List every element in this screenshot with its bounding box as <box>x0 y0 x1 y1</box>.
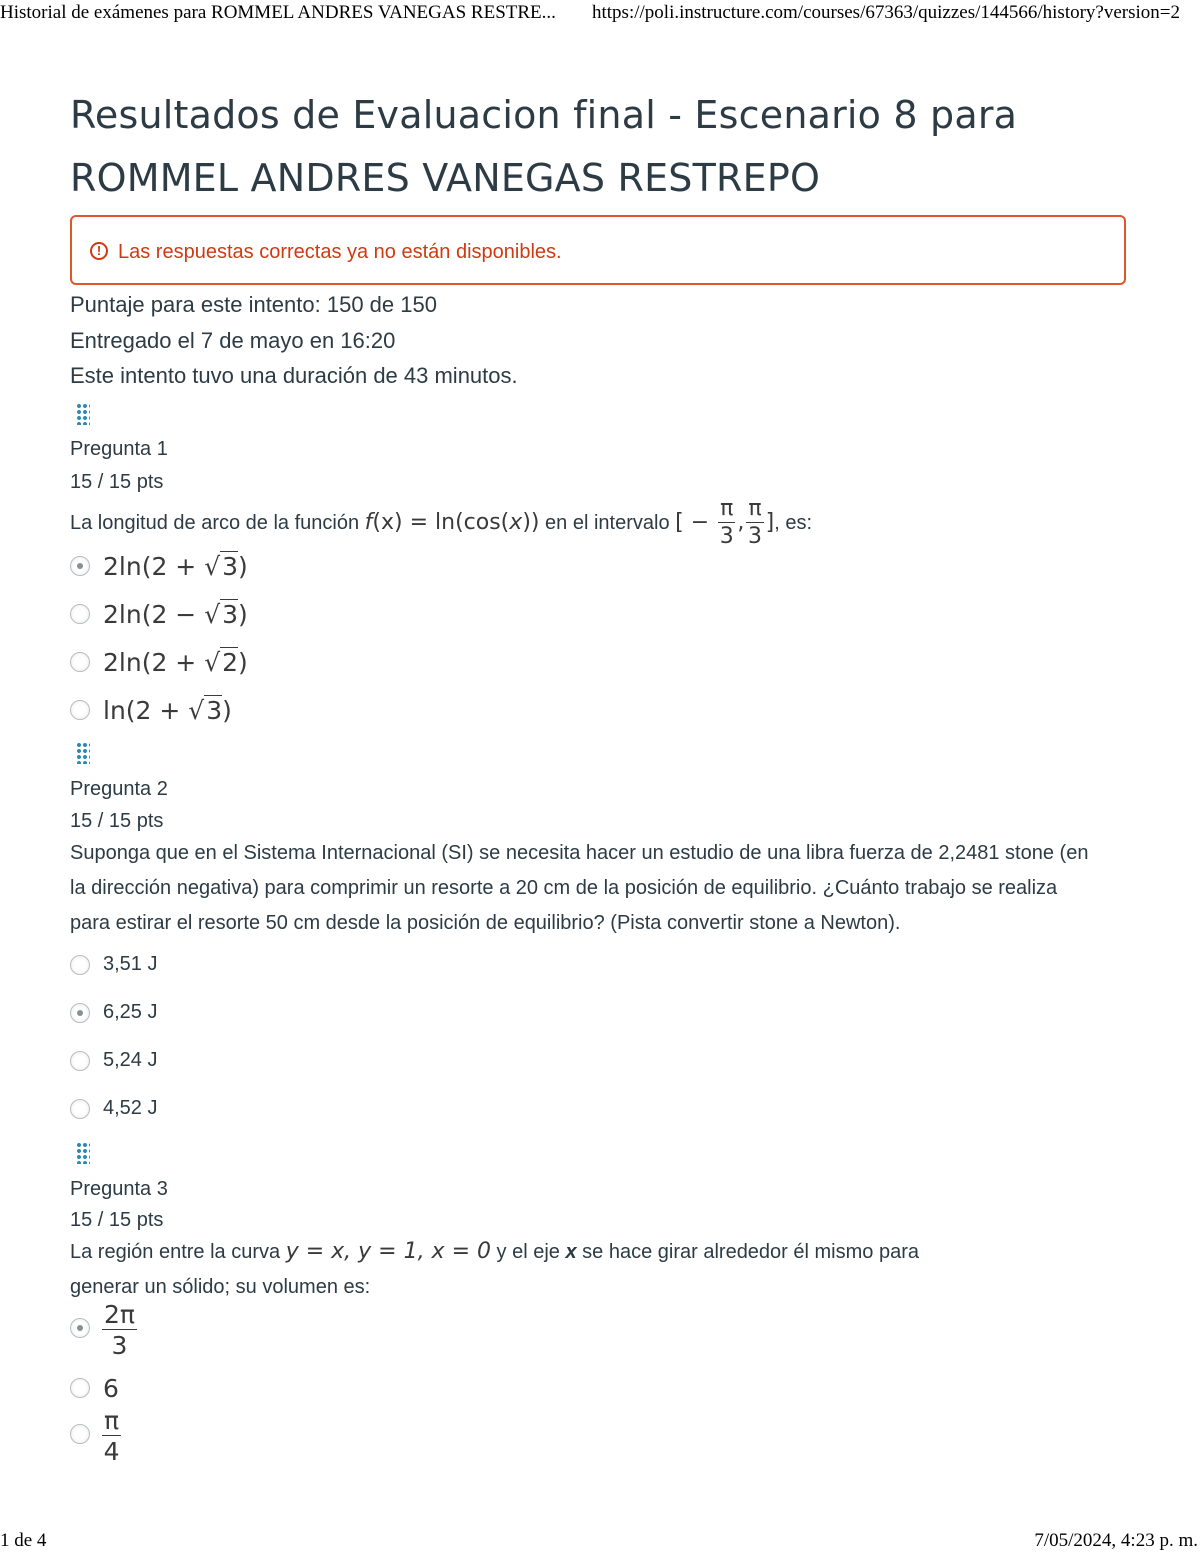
print-doc-title: Historial de exámenes para ROMMEL ANDRES VANEGAS RESTRE... <box>0 2 556 23</box>
radio-button[interactable] <box>70 1378 90 1398</box>
radio-button[interactable] <box>70 1424 90 1444</box>
page-title-line1: Resultados de Evaluacion final - Escenario 8 para <box>70 93 1018 137</box>
attempt-duration: Este intento tuvo una duración de 43 minutos. <box>70 363 518 388</box>
radio-button[interactable] <box>70 700 90 720</box>
curve-equations: y = x, y = 1, x = 0 <box>285 1239 491 1264</box>
option-label: 2ln(2 + √3) <box>103 552 248 581</box>
print-url: https://poli.instructure.com/courses/67363/quizzes/144566/history?version=2 <box>592 2 1181 23</box>
print-header <box>0 0 1200 26</box>
option-label: 3,51 J <box>103 953 158 975</box>
page-title-line2: ROMMEL ANDRES VANEGAS RESTREPO <box>70 156 821 200</box>
radio-button[interactable] <box>70 1318 90 1338</box>
page-number: 1 de 4 <box>0 1530 47 1551</box>
radio-button[interactable] <box>70 1003 90 1023</box>
print-datetime: 7/05/2024, 4:23 p. m. <box>1034 1530 1198 1551</box>
attempt-submitted: Entregado el 7 de mayo en 16:20 <box>70 328 396 353</box>
option-label: 2ln(2 − √3) <box>103 600 248 629</box>
radio-button[interactable] <box>70 604 90 624</box>
fraction-2pi-over-3: $\frac{2\pi}{3}$ <box>104 1300 135 1360</box>
option-label: 5,24 J <box>103 1049 158 1071</box>
interval-expression: [ − $\frac{\pi}{3}$ , $\frac{\pi}{3}$ ] <box>675 496 775 549</box>
page-title <box>70 84 1130 210</box>
page-header <box>70 84 1130 210</box>
question-3-label: Pregunta 3 <box>70 1178 168 1200</box>
question-1-text: La longitud de arco de la función f(x) = ln(cos(x)) en el intervalo [ − $\frac{\pi}{3}$ , $\frac{\pi}{3}$ ], es: <box>70 496 813 549</box>
exclamation-circle-icon: ! <box>90 242 108 260</box>
question-1-label: Pregunta 1 <box>70 438 168 460</box>
option-label: 6 <box>103 1374 119 1403</box>
option-label: ln(2 + √3) <box>103 696 232 725</box>
radio-button[interactable] <box>70 955 90 975</box>
drag-handle-icon[interactable] <box>76 742 90 764</box>
print-footer <box>0 1530 1200 1552</box>
option-label: 4,52 J <box>103 1097 158 1119</box>
question-1-points: 15 / 15 pts <box>70 471 164 493</box>
drag-handle-icon[interactable] <box>76 1142 90 1164</box>
question-2-text: Suponga que en el Sistema Internacional (SI) se necesita hacer un estudio de una libra fuerza de 2,2481 stone (en la dirección negativa) para comprimir un resorte a 20 cm de la posición de equilibrio. ¿Cuánto trabajo se realiza para estirar el resorte 50 cm desde la posición de equilibrio? (Pista convertir stone a Newton). <box>70 842 1089 934</box>
radio-button[interactable] <box>70 1051 90 1071</box>
option-label <box>100 1302 139 1358</box>
question-3-text: La región entre la curva y = x, y = 1, x = 0 y el eje x se hace girar alrededor él mismo para generar un sólido; su volumen es: <box>70 1239 919 1298</box>
radio-button[interactable] <box>70 556 90 576</box>
option-label: 2ln(2 + √2) <box>103 648 248 677</box>
radio-button[interactable] <box>70 652 90 672</box>
axis-variable: x <box>565 1241 577 1263</box>
question-2-label: Pregunta 2 <box>70 778 168 800</box>
option-label: 6,25 J <box>103 1001 158 1023</box>
question-2-points: 15 / 15 pts <box>70 810 164 832</box>
question-3-points: 15 / 15 pts <box>70 1209 164 1231</box>
fraction-pi-over-3: $\frac{\pi}{3}$ <box>719 496 734 549</box>
alert-text: Las respuestas correctas ya no están disponibles. <box>118 241 562 263</box>
function-expression: f(x) = ln(cos(x)) <box>364 510 540 535</box>
fraction-pi-over-3: $\frac{\pi}{3}$ <box>748 496 763 549</box>
drag-handle-icon[interactable] <box>76 403 90 425</box>
answers-unavailable-alert <box>70 215 1126 285</box>
option-label <box>100 1408 123 1464</box>
attempt-score: Puntaje para este intento: 150 de 150 <box>70 292 437 317</box>
radio-button[interactable] <box>70 1099 90 1119</box>
fraction-pi-over-4: $\frac{\pi}{4}$ <box>103 1406 120 1466</box>
